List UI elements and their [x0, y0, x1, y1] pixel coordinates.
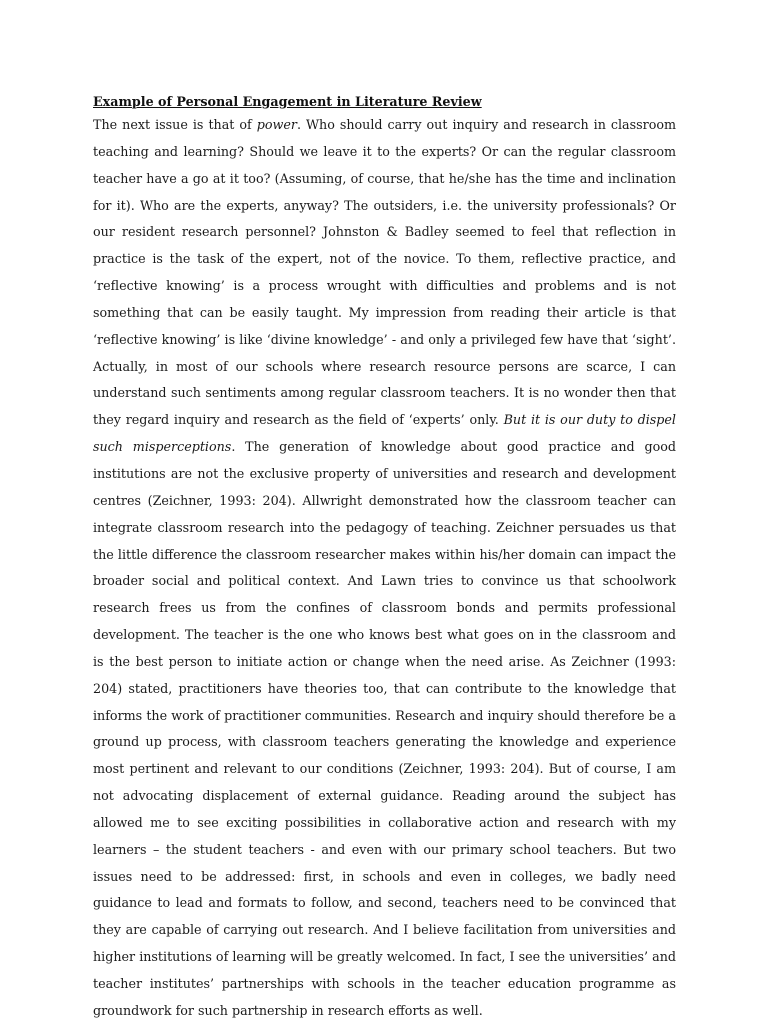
paragraph-text-segment: The next issue is that of: [93, 117, 257, 132]
emphasis-power: power: [256, 117, 297, 132]
emphasis-duty-statement: But it is our duty to dispel such misperceptions: [93, 412, 676, 455]
document-body: [93, 92, 676, 1025]
paragraph-text-segment: . The generation of knowledge about good practice and good institutions are not the exclusive property of universities and research and development centres (Zeichner, 1993: 204). Allwright demonstrated how the classroom teacher can integrate classroom research into the pedagogy of teaching. Zeichner persuades us that the little difference the classroom researcher makes within his/her domain can impact the broader social and political context. And Lawn tries to convince us that schoolwork research frees us from the confines of classroom bonds and permits professional development. The teacher is the one who knows best what goes on in the classroom and is the best person to initiate action or change when the need arise. As Zeichner (1993: 204) stated, practitioners have theories too, that can contribute to the knowledge that informs the work of practitioner communities. Research and inquiry should therefore be a ground up process, with classroom teachers generating the knowledge and experience most pertinent and relevant to our conditions (Zeichner, 1993: 204). But of course, I am not advocating displacement of external guidance. Reading around the subject has allowed me to see exciting possibilities in collaborative action and research with my learners – the student teachers - and even with our primary school teachers. But two issues need to be addressed: first, in schools and even in colleges, we badly need guidance to lead and formats to follow, and second, teachers need to be convinced that they are capable of carrying out research. And I believe facilitation from universities and higher institutions of learning will be greatly welcomed. In fact, I see the universities’ and teacher institutes’ partnerships with schools in the teacher education programme as groundwork for such partnership in research efforts as well.: [93, 439, 676, 1018]
paragraph-text-segment: . Who should carry out inquiry and research in classroom teaching and learning? Should we leave it to the experts? Or can the regular classroom teacher have a go at it too? (Assuming, of course, that he/she has the time and inclination for it). Who are the experts, anyway? The outsiders, i.e. the university professionals? Or our resident research personnel? Johnston & Badley seemed to feel that reflection in practice is the task of the expert, not of the novice. To them, reflective practice, and ‘reflective knowing’ is a process wrought with difficulties and problems and is not something that can be easily taught. My impression from reading their article is that ‘reflective knowing’ is like ‘divine knowledge’ - and only a privileged few have that ‘sight’. Actually, in most of our schools where research resource persons are scarce, I can understand such sentiments among regular classroom teachers. It is no wonder then that they regard inquiry and research as the field of ‘experts’ only.: [93, 117, 677, 428]
document-title: Example of Personal Engagement in Literature Review: [93, 94, 482, 109]
body-paragraph: [93, 112, 676, 1025]
